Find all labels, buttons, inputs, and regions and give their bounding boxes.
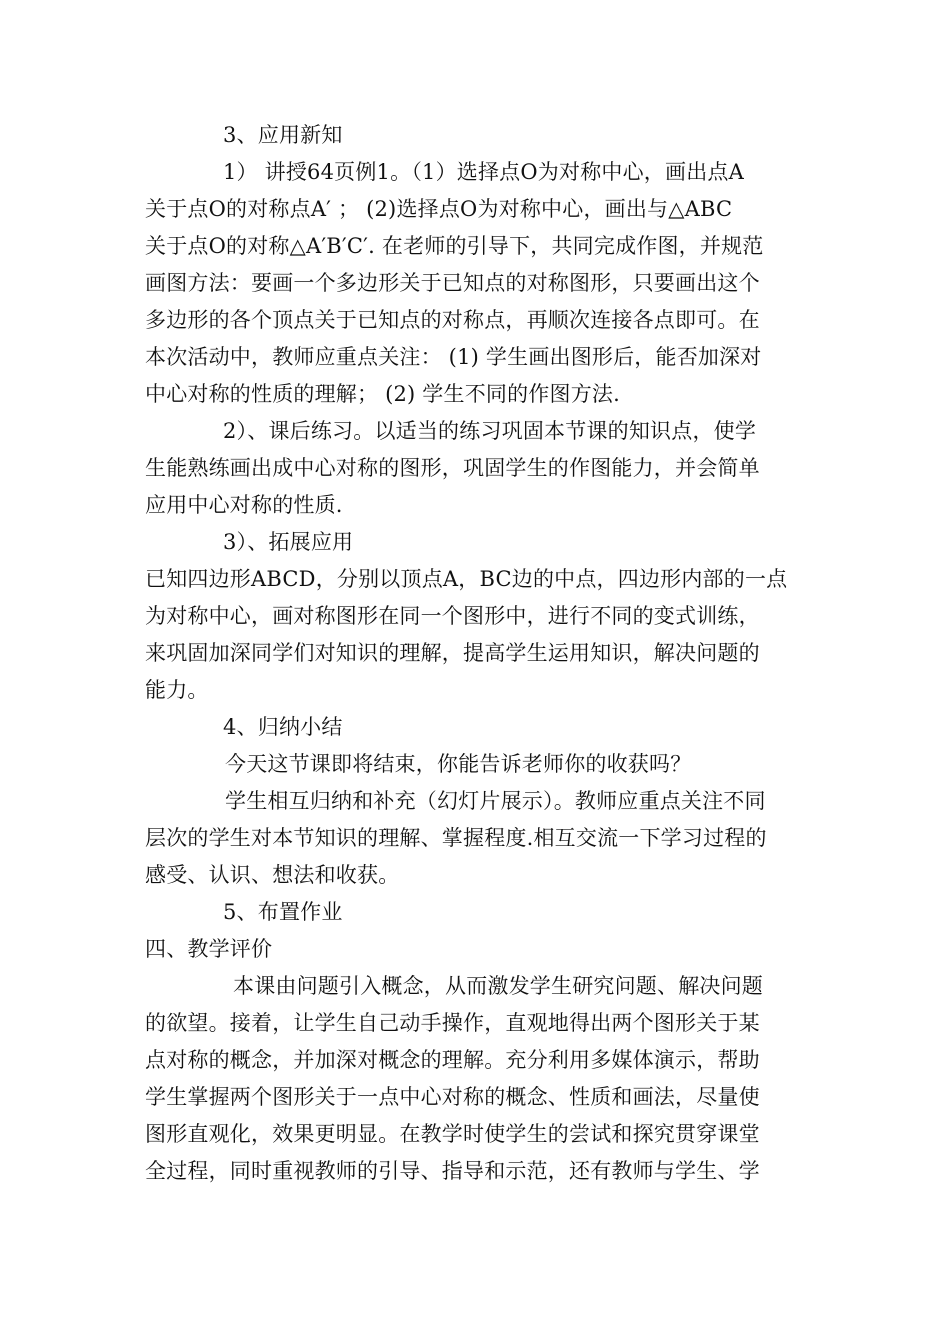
paragraph-line: 为对称中心，画对称图形在同一个图形中，进行不同的变式训练， [145,604,760,628]
paragraph-line: 中心对称的性质的理解； (2) 学生不同的作图方法. [145,382,620,406]
paragraph-line: 本次活动中，教师应重点关注： (1) 学生画出图形后，能否加深对 [145,345,762,369]
heading-homework: 5、布置作业 [223,900,343,924]
paragraph-line: 感受、认识、想法和收获。 [145,863,400,887]
paragraph-line: 今天这节课即将结束，你能告诉老师你的收获吗？ [225,752,692,776]
paragraph-line: 点对称的概念，并加深对概念的理解。充分利用多媒体演示，帮助 [145,1048,760,1072]
heading-apply-new-knowledge: 3、应用新知 [223,123,343,147]
paragraph-line: 生能熟练画出成中心对称的图形，巩固学生的作图能力，并会简单 [145,456,760,480]
paragraph-line: 图形直观化，效果更明显。在教学时使学生的尝试和探究贯穿课堂 [145,1122,760,1146]
paragraph-line: 已知四边形ABCD，分别以顶点A，BC边的中点，四边形内部的一点 [145,567,788,591]
paragraph-line: 2）、课后练习。以适当的练习巩固本节课的知识点，使学 [223,419,757,443]
heading-summary: 4、归纳小结 [223,715,343,739]
paragraph-line: 的欲望。接着，让学生自己动手操作，直观地得出两个图形关于某 [145,1011,760,1035]
paragraph-line: 关于点O的对称点A′ ； (2)选择点O为对称中心，画出与△ABC [145,197,733,221]
paragraph-line: 应用中心对称的性质. [145,493,343,517]
paragraph-line: 全过程，同时重视教师的引导、指导和示范，还有教师与学生、学 [145,1159,760,1183]
paragraph-line: 1） 讲授64页例1。（1）选择点O为对称中心，画出点A [223,160,744,184]
document-body [145,117,810,1190]
paragraph-line: 学生掌握两个图形关于一点中心对称的概念、性质和画法，尽量使 [145,1085,760,1109]
paragraph-line: 画图方法：要画一个多边形关于已知点的对称图形，只要画出这个 [145,271,760,295]
paragraph-line: 多边形的各个顶点关于已知点的对称点，再顺次连接各点即可。在 [145,308,760,332]
heading-teaching-evaluation: 四、教学评价 [145,937,273,961]
paragraph-line: 关于点O的对称△A′B′C′. 在老师的引导下，共同完成作图，并规范 [145,234,764,258]
paragraph-line: 能力。 [145,678,209,702]
paragraph-line: 学生相互归纳和补充（幻灯片展示）。教师应重点关注不同 [225,789,766,813]
paragraph-line: 来巩固加深同学们对知识的理解，提高学生运用知识，解决问题的 [145,641,760,665]
paragraph-line: 本课由问题引入概念，从而激发学生研究问题、解决问题 [233,974,763,998]
paragraph-line: 层次的学生对本节知识的理解、掌握程度.相互交流一下学习过程的 [145,826,767,850]
heading-extended-application: 3）、拓展应用 [223,530,354,554]
